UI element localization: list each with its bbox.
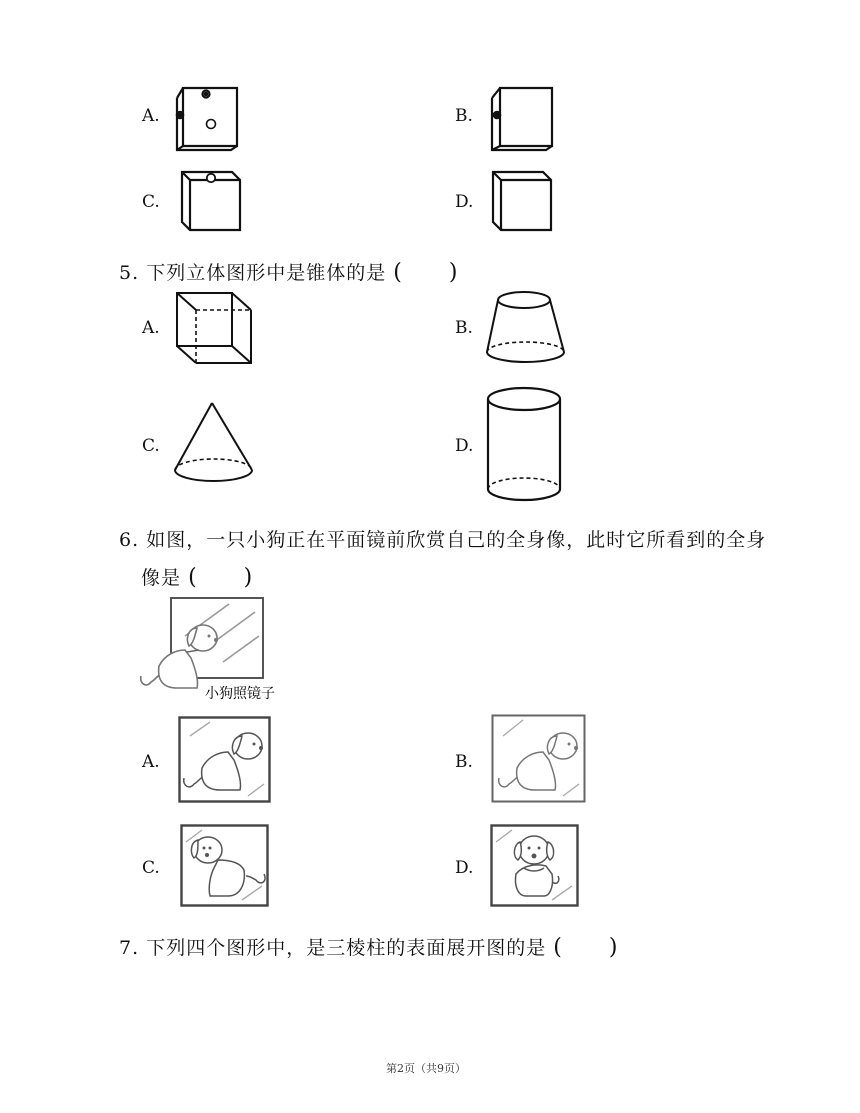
q6-dog-mirror-figure — [137, 592, 297, 704]
q5-option-d-label[interactable]: D. — [455, 436, 474, 456]
q4-option-b-cube-figure — [490, 84, 556, 152]
q5-number: 5. — [119, 262, 140, 284]
q5-answer-paren[interactable]: ( ) — [393, 260, 459, 285]
q6-text-line1: 如图，一只小狗正在平面镜前欣赏自己的全身像，此时它所看到的全身 — [146, 529, 767, 551]
q4-option-b-label[interactable]: B. — [455, 106, 473, 126]
q7-text: 下列四个图形中，是三棱柱的表面展开图的是 — [146, 937, 547, 959]
q5-option-d-cylinder-figure — [486, 385, 566, 507]
q6-option-b-label[interactable]: B. — [455, 752, 473, 772]
page-footer: 第2页（共9页） — [386, 1062, 466, 1075]
q6-answer-paren[interactable]: ( ) — [188, 565, 254, 590]
q4-option-d-label[interactable]: D. — [455, 192, 474, 212]
q6-number: 6. — [119, 529, 140, 551]
q6-stem-line1 — [119, 525, 766, 552]
q4-option-a-cube-figure — [175, 84, 241, 152]
q7-number: 7. — [119, 937, 140, 959]
q6-option-c-mirror-figure — [180, 824, 270, 908]
q4-option-d-cube-figure — [489, 168, 555, 234]
q7-stem — [119, 930, 618, 961]
q5-option-c-label[interactable]: C. — [142, 436, 160, 456]
q6-stem-line2 — [141, 560, 253, 591]
q5-option-a-cube-figure — [174, 290, 254, 366]
q7-answer-paren[interactable]: ( ) — [553, 935, 619, 960]
q5-text: 下列立体图形中是锥体的是 — [146, 262, 387, 284]
q6-option-c-label[interactable]: C. — [142, 858, 160, 878]
q6-option-a-mirror-figure — [178, 716, 272, 804]
q4-option-c-cube-figure — [178, 168, 244, 234]
q5-stem — [119, 255, 458, 286]
q6-text-line2: 像是 — [141, 567, 182, 589]
q6-option-d-mirror-figure — [490, 824, 580, 908]
q6-figure-caption: 小狗照镜子 — [205, 686, 275, 702]
q6-option-d-label[interactable]: D. — [455, 858, 474, 878]
q6-option-a-label[interactable]: A. — [142, 752, 160, 772]
q4-option-a-label[interactable]: A. — [142, 106, 160, 126]
q6-option-b-mirror-figure — [491, 714, 587, 804]
q5-option-b-frustum-figure — [484, 290, 574, 366]
q5-option-b-label[interactable]: B. — [455, 318, 473, 338]
q4-option-c-label[interactable]: C. — [142, 192, 160, 212]
q5-option-c-cone-figure — [170, 400, 260, 490]
q5-option-a-label[interactable]: A. — [142, 318, 160, 338]
